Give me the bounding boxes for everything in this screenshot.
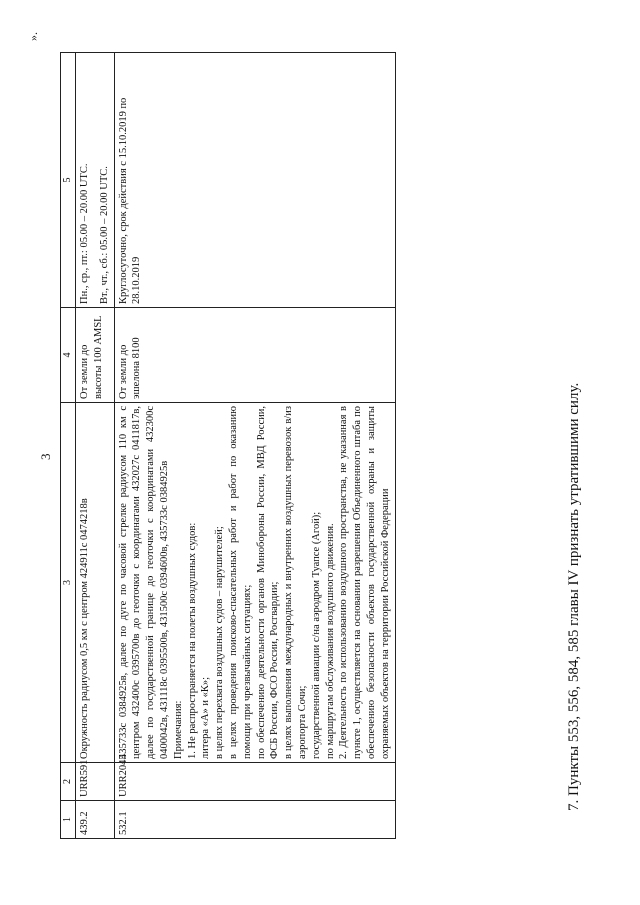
description-line: 1. Не распространяется на полеты воздушных судов: [186, 522, 198, 759]
zone-code: URR2045 [114, 763, 395, 801]
description-line: в целях перехвата воздушных судов – нарушителей; [214, 526, 226, 759]
time-line: Вт., чт., сб.: 05.00 – 20.00 UTC. [98, 166, 110, 304]
time-line: Пн., ср., пт.: 05.00 – 20.00 UTC. [79, 163, 90, 304]
row-number: 532.1 [114, 801, 395, 839]
altitude-limits: От земли до высоты 100 AMSL [76, 308, 115, 403]
operating-time [114, 53, 395, 308]
column-number: 1 [61, 801, 76, 839]
operating-time [76, 53, 115, 308]
column-number: 4 [61, 308, 76, 403]
page-number: 3 [38, 453, 53, 460]
description-line: Окружность радиусом 0,5 км с центром 424911с 0474218в [79, 498, 90, 759]
column-number: 3 [61, 403, 76, 763]
table-row [76, 53, 115, 839]
description-line: 2. Деятельность по использованию воздушного пространства, не указанная в пункте 1, осуществляется на основании разрешения Объединенного штаба по обеспечению безопасности объектов государственной охраны и защиты охраняемых объектов на территории Российской Федерации [338, 406, 391, 759]
column-number: 2 [61, 763, 76, 801]
zone-description [76, 403, 115, 763]
description-line: по обеспечению деятельности органов Минобороны России, МВД России, ФСБ России, ФСО России, Росгвардии; [255, 406, 281, 759]
description-line: в целях выполнения международных и внутренних воздушных перевозок в/из аэропорта Сочи; [283, 406, 308, 759]
column-number-row [61, 53, 76, 839]
description-line: по маршрутам обслуживания воздушного движения. [324, 523, 336, 759]
table-row [114, 53, 395, 839]
airspace-table [60, 52, 396, 839]
altitude-limits: От земли до эшелона 8100 [114, 308, 395, 403]
description-line: Примечания: [172, 700, 184, 759]
zone-code: URR591 [76, 763, 115, 801]
time-line: Круглосуточно, срок действия с 15.10.2019 по 28.10.2019 [117, 97, 143, 304]
row-number: 439.2 [76, 801, 115, 839]
description-line: в целях проведения поисково-спасательных работ и работ по оказанию помощи при чрезвычайных ситуациях; [227, 406, 253, 759]
footer-paragraph: 7. Пункты 553, 556, 584, 585 главы IV признать утратившими силу. [566, 382, 582, 811]
closing-quote: ». [26, 32, 40, 41]
description-line: 435733с 0384925в, далее по дуге по часовой стрелке радиусом 110 км с центром 432400с 0395700в до геоточки с координатами 432027с 0411817в, далее по государственной границе до геоточки с координатами 432300с 0400042в, 431118с 0395500в, 431500с 0394600в, 435733с 0384925в [117, 406, 170, 759]
description-line: государственной авиации с/на аэродром Туапсе (Агой); [310, 511, 322, 759]
description-line: литера «А» и «К»; [200, 676, 212, 759]
zone-description [114, 403, 395, 763]
column-number: 5 [61, 53, 76, 308]
